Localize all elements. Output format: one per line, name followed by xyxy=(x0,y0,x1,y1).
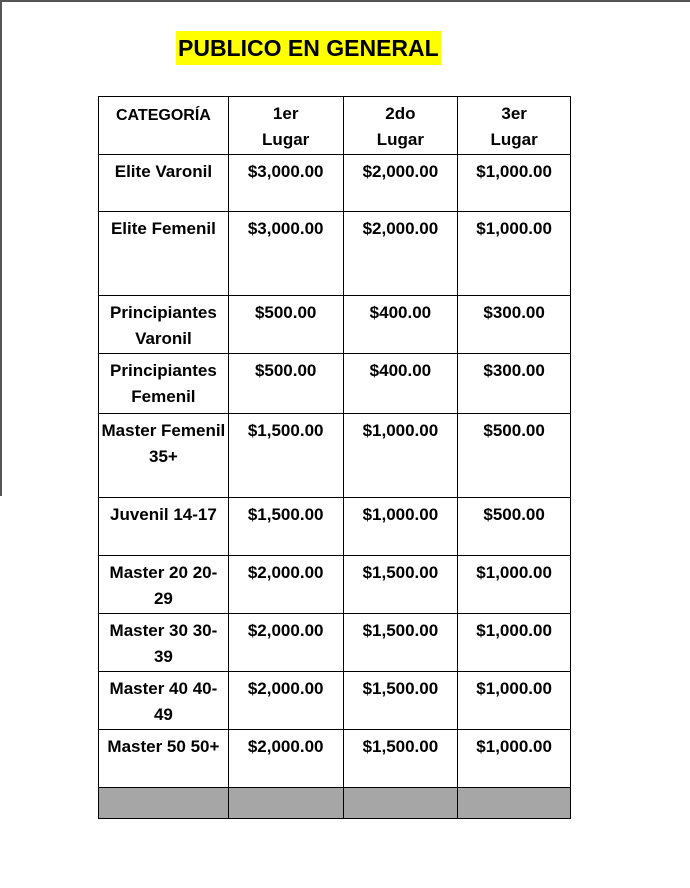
table-row xyxy=(99,296,571,354)
page-top-border xyxy=(0,0,690,2)
header-third-line2: Lugar xyxy=(490,130,538,149)
first-prize-cell: $1,500.00 xyxy=(228,498,343,556)
table-row xyxy=(99,414,571,498)
table-footer-row xyxy=(99,788,571,819)
second-prize-cell: $400.00 xyxy=(343,296,458,354)
first-prize-cell: $2,000.00 xyxy=(228,730,343,788)
first-prize-cell: $500.00 xyxy=(228,296,343,354)
first-prize-cell: $2,000.00 xyxy=(228,614,343,672)
category-cell: Juvenil 14-17 xyxy=(99,498,229,556)
first-prize-cell: $3,000.00 xyxy=(228,212,343,296)
second-prize-cell: $1,500.00 xyxy=(343,614,458,672)
second-prize-cell: $1,500.00 xyxy=(343,730,458,788)
first-prize-cell: $2,000.00 xyxy=(228,556,343,614)
third-prize-cell: $1,000.00 xyxy=(458,155,571,212)
category-cell: Elite Femenil xyxy=(99,212,229,296)
third-prize-cell: $1,000.00 xyxy=(458,556,571,614)
third-prize-cell: $500.00 xyxy=(458,498,571,556)
header-first-place xyxy=(228,97,343,155)
second-prize-cell: $1,000.00 xyxy=(343,498,458,556)
table-row xyxy=(99,155,571,212)
first-prize-cell: $500.00 xyxy=(228,354,343,414)
category-cell: Master 50 50+ xyxy=(99,730,229,788)
footer-cell xyxy=(99,788,229,819)
table-row xyxy=(99,354,571,414)
footer-cell xyxy=(228,788,343,819)
third-prize-cell: $500.00 xyxy=(458,414,571,498)
category-cell: Master 40 40-49 xyxy=(99,672,229,730)
table-row xyxy=(99,212,571,296)
second-prize-cell: $1,500.00 xyxy=(343,672,458,730)
table-row xyxy=(99,672,571,730)
header-first-line1: 1er xyxy=(272,104,299,123)
third-prize-cell: $1,000.00 xyxy=(458,212,571,296)
third-prize-cell: $300.00 xyxy=(458,296,571,354)
table-row xyxy=(99,730,571,788)
first-prize-cell: $2,000.00 xyxy=(228,672,343,730)
footer-cell xyxy=(458,788,571,819)
footer-cell xyxy=(343,788,458,819)
header-first-line2: Lugar xyxy=(262,130,310,149)
second-prize-cell: $2,000.00 xyxy=(343,212,458,296)
third-prize-cell: $1,000.00 xyxy=(458,730,571,788)
third-prize-cell: $300.00 xyxy=(458,354,571,414)
third-prize-cell: $1,000.00 xyxy=(458,672,571,730)
first-prize-cell: $1,500.00 xyxy=(228,414,343,498)
category-cell: Principiantes Femenil xyxy=(99,354,229,414)
table-row xyxy=(99,556,571,614)
page-left-border xyxy=(0,0,2,496)
category-cell: Master 20 20-29 xyxy=(99,556,229,614)
table-row xyxy=(99,614,571,672)
second-prize-cell: $1,500.00 xyxy=(343,556,458,614)
category-cell: Master Femenil 35+ xyxy=(99,414,229,498)
header-second-line2: Lugar xyxy=(376,130,424,149)
second-prize-cell: $1,000.00 xyxy=(343,414,458,498)
table-row xyxy=(99,498,571,556)
table-header-row xyxy=(99,97,571,155)
second-prize-cell: $2,000.00 xyxy=(343,155,458,212)
third-prize-cell: $1,000.00 xyxy=(458,614,571,672)
page-title: PUBLICO EN GENERAL xyxy=(176,31,441,65)
category-cell: Master 30 30-39 xyxy=(99,614,229,672)
first-prize-cell: $3,000.00 xyxy=(228,155,343,212)
header-third-place xyxy=(458,97,571,155)
category-cell: Principiantes Varonil xyxy=(99,296,229,354)
category-cell: Elite Varonil xyxy=(99,155,229,212)
second-prize-cell: $400.00 xyxy=(343,354,458,414)
header-second-place xyxy=(343,97,458,155)
header-third-line1: 3er xyxy=(501,104,527,123)
prize-table xyxy=(98,96,571,819)
header-second-line1: 2do xyxy=(385,104,416,123)
header-categoria-label: CATEGORÍA xyxy=(116,107,211,124)
header-categoria xyxy=(99,97,229,155)
